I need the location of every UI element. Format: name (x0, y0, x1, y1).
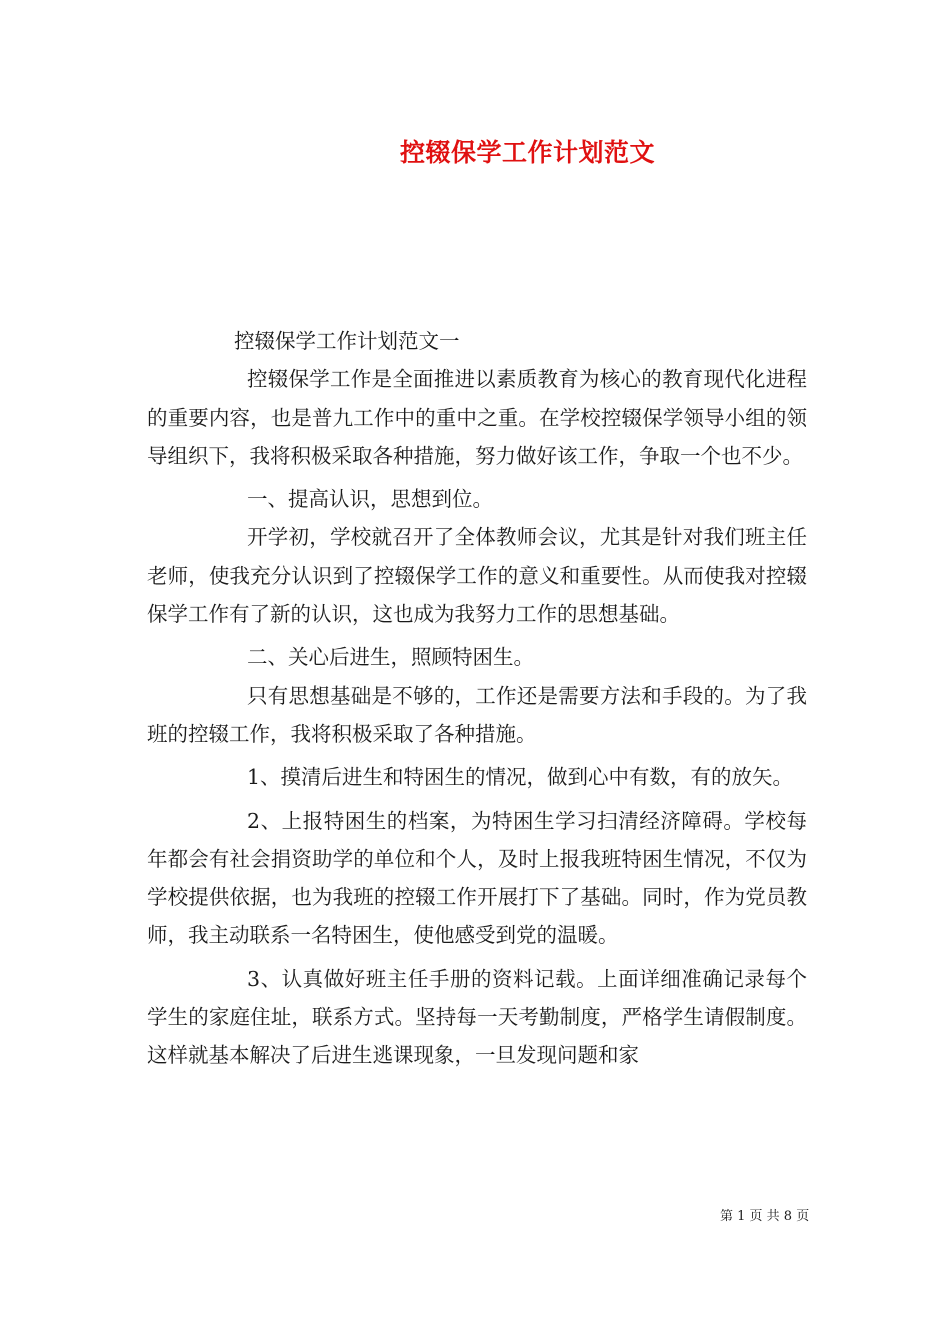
list-item-1: 1、摸清后进生和特困生的情况，做到心中有数，有的放矢。 (247, 765, 794, 790)
paragraph-awareness: 开学初，学校就召开了全体教师会议，尤其是针对我们班主任老师，使我充分认识到了控辍保学工作的意义和重要性。从而使我对控辍保学工作有了新的认识，这也成为我努力工作的思想基础。 (147, 525, 807, 627)
heading-one: 一、提高认识，思想到位。 (247, 487, 493, 512)
page-footer: 第 1 页 共 8 页 (720, 1209, 810, 1224)
list-item-2: 2、上报特困生的档案，为特困生学习扫清经济障碍。学校每年都会有社会捐资助学的单位和个人，及时上报我班特困生情况，不仅为学校提供依据，也为我班的控辍工作开展打下了基础。同时，作为党员教师，我主动联系一名特困生，使他感受到党的温暖。 (147, 808, 807, 948)
section-subtitle: 控辍保学工作计划范文一 (234, 329, 460, 353)
document-title: 控辍保学工作计划范文 (399, 138, 655, 167)
paragraph-intro: 控辍保学工作是全面推进以素质教育为核心的教育现代化进程的重要内容，也是普九工作中的重中之重。在学校控辍保学领导小组的领导组织下，我将积极采取各种措施，努力做好该工作，争取一个也不少。 (147, 367, 807, 468)
heading-two: 二、关心后进生，照顾特困生。 (247, 645, 534, 670)
paragraph-methods: 只有思想基础是不够的，工作还是需要方法和手段的。为了我班的控辍工作，我将积极采取了各种措施。 (147, 683, 807, 746)
document-body (147, 322, 807, 1075)
list-item-3: 3、认真做好班主任手册的资料记载。上面详细准确记录每个学生的家庭住址，联系方式。坚持每一天考勤制度，严格学生请假制度。这样就基本解决了后进生逃课现象，一旦发现问题和家 (147, 966, 807, 1068)
